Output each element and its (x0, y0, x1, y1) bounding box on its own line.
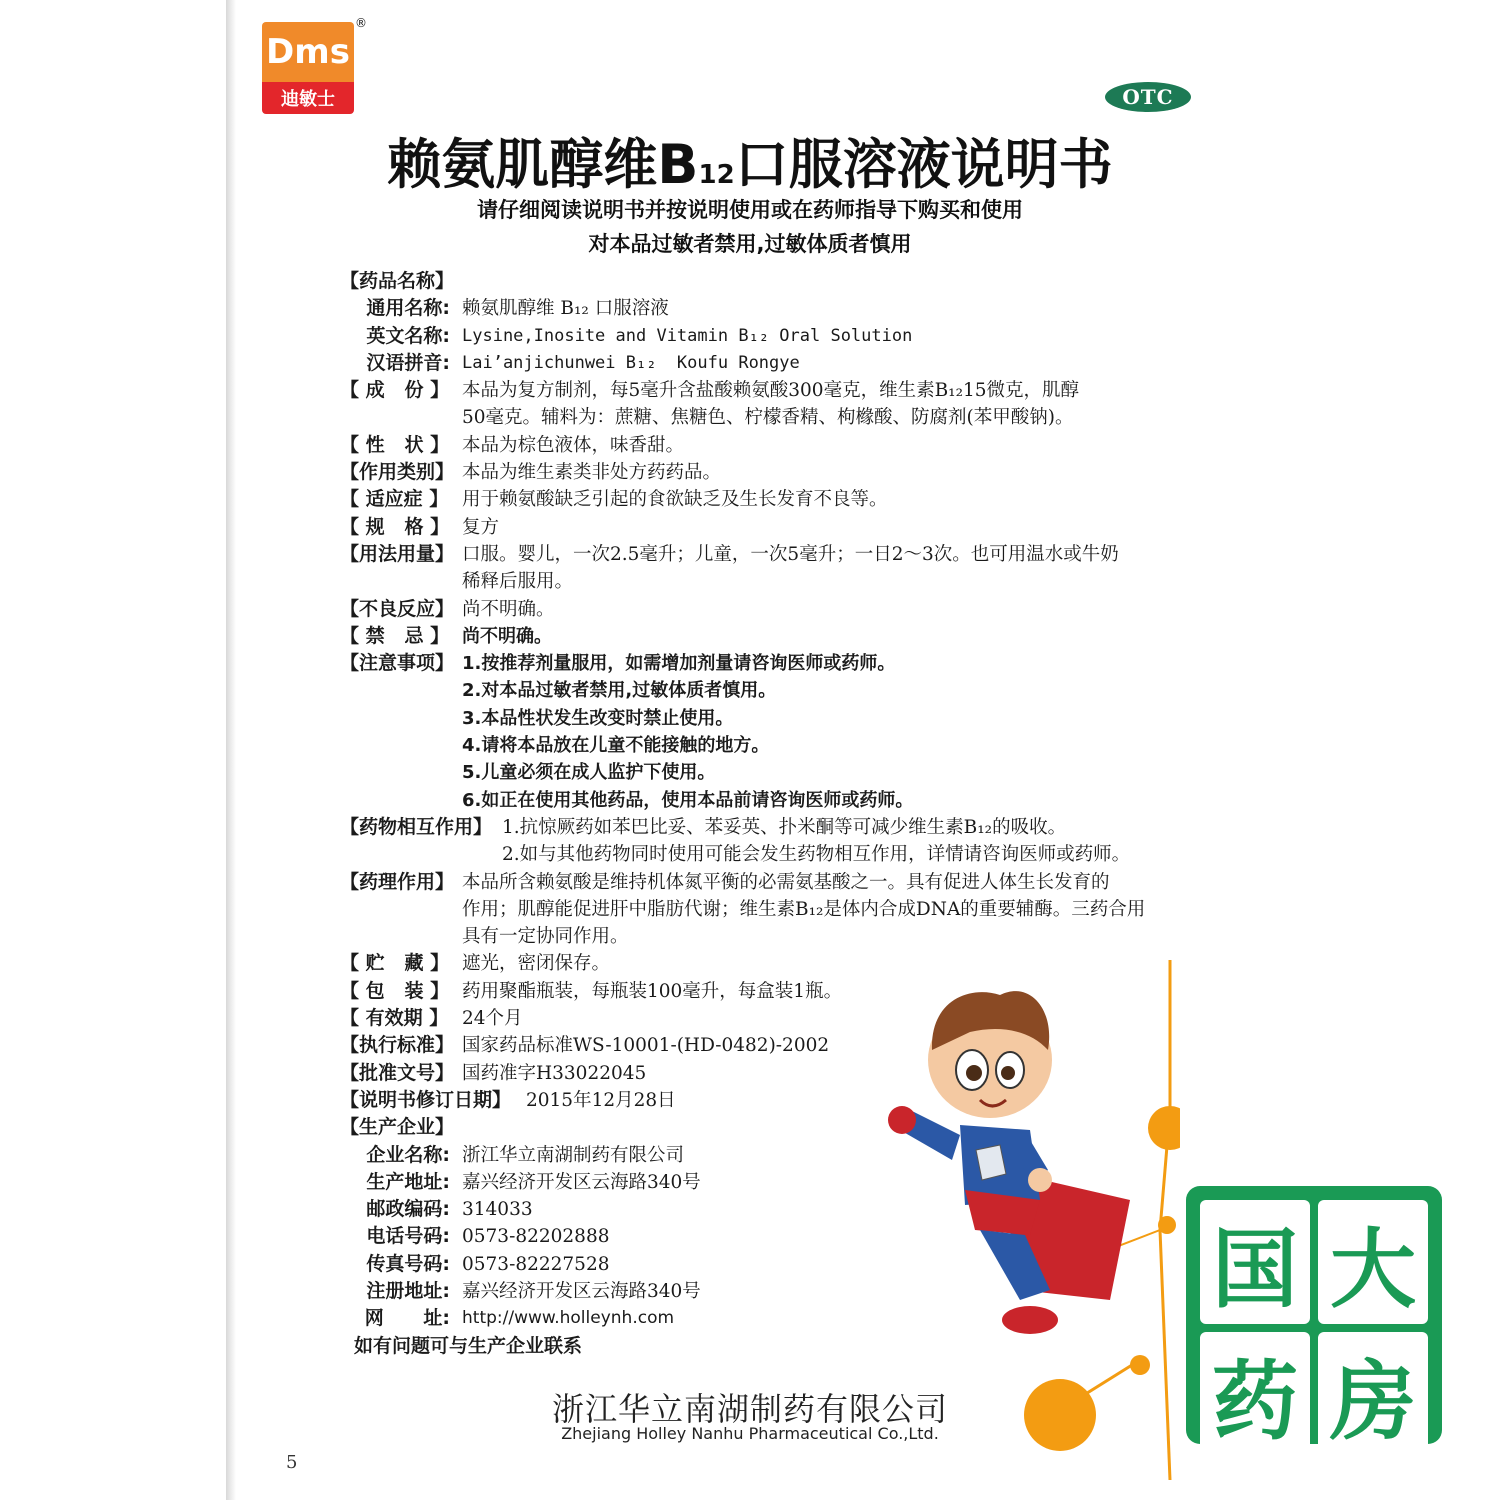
logo-cn-name: 迪敏士 (262, 82, 354, 114)
name-header: 【药品名称】 (340, 270, 455, 292)
phone-label: 电话号码: (366, 1225, 450, 1248)
page-edge-shadow (226, 0, 236, 1500)
precaution-item: 6.如正在使用其他药品，使用本品前请咨询医师或药师。 (462, 789, 914, 811)
approval-text: 国药准字H33022045 (462, 1062, 647, 1084)
pharmacology-line-3: 具有一定协同作用。 (462, 926, 629, 948)
notice-line-2: 对本品过敏者禁用,过敏体质者慎用 (588, 232, 912, 256)
fax-number: 0573-82227528 (462, 1253, 610, 1275)
otc-badge: OTC (1105, 82, 1191, 112)
address-label: 生产地址: (366, 1170, 450, 1193)
approval-label: 【批准文号】 (340, 1061, 455, 1084)
document-title (300, 122, 1200, 199)
properties-label: 【 性 状 】 (340, 433, 450, 456)
logo-mark: Dms (262, 22, 354, 82)
contraindications-text: 尚不明确。 (462, 625, 552, 647)
package-label: 【 包 装 】 (340, 979, 450, 1002)
website-label: 网 址: (364, 1307, 450, 1330)
contact-note: 如有问题可与生产企业联系 (354, 1334, 583, 1357)
category-label: 【作用类别】 (340, 461, 455, 484)
pharmacy-stamp (1186, 1186, 1442, 1452)
storage-label: 【 贮 藏 】 (340, 952, 450, 975)
composition-label: 【 成 份 】 (340, 379, 450, 402)
precaution-item: 1.按推荐剂量服用，如需增加剂量请咨询医师或药师。 (462, 653, 896, 675)
generic-label: 通用名称: (366, 297, 450, 320)
phone-number: 0573-82202888 (462, 1226, 610, 1248)
composition-line-1: 本品为复方制剂，每5毫升含盐酸赖氨酸300毫克，维生素B₁₂15微克，肌醇 (462, 380, 1080, 402)
interaction-item: 2.如与其他药物同时使用可能会发生药物相互作用，详情请咨询医师或药师。 (502, 844, 1131, 866)
spec-label: 【 规 格 】 (340, 515, 450, 538)
brand-logo (262, 22, 354, 114)
standard-text: 国家药品标准WS-10001-(HD-0482)-2002 (462, 1035, 830, 1057)
mascot-figure (888, 991, 1130, 1334)
english-name: Lysine,Inosite and Vitamin B₁₂ Oral Solution (462, 325, 913, 346)
notice-line-1: 请仔细阅读说明书并按说明使用或在药师指导下购买和使用 (477, 198, 1023, 222)
pharmacology-line-1: 本品所含赖氨酸是维持机体氮平衡的必需氨基酸之一。具有促进人体生长发育的 (462, 871, 1110, 893)
stamp-char: 大 (1318, 1200, 1428, 1324)
precaution-item: 5.儿童必须在成人监护下使用。 (462, 762, 716, 784)
interaction-item: 1.抗惊厥药如苯巴比妥、苯妥英、扑米酮等可减少维生素B₁₂的吸收。 (502, 816, 1067, 838)
production-address: 嘉兴经济开发区云海路340号 (462, 1171, 701, 1193)
company-label: 企业名称: (366, 1143, 450, 1166)
manufacturer-header: 【生产企业】 (340, 1116, 455, 1139)
expiry-text: 24个月 (462, 1008, 523, 1030)
storage-text: 遮光，密闭保存。 (462, 953, 611, 975)
fax-label: 传真号码: (366, 1252, 450, 1275)
adverse-label: 【不良反应】 (340, 597, 455, 620)
stamp-char: 国 (1200, 1200, 1310, 1324)
stamp-char: 房 (1318, 1332, 1428, 1456)
expiry-label: 【 有效期 】 (340, 1007, 449, 1030)
title-main: 赖氨肌醇维B (387, 133, 699, 196)
adverse-text: 尚不明确。 (462, 598, 555, 620)
usage-label: 【用法用量】 (340, 542, 455, 565)
revision-date: 2015年12月28日 (526, 1089, 676, 1111)
pinyin-name: Lai’anjichunwei B₁₂ Koufu Rongye (462, 352, 800, 373)
indications-label: 【 适应症 】 (340, 488, 449, 511)
company-name: 浙江华立南湖制药有限公司 (462, 1144, 685, 1166)
page-number: 5 (286, 1452, 298, 1473)
category-text: 本品为维生素类非处方药药品。 (462, 462, 722, 484)
precaution-item: 4.请将本品放在儿童不能接触的地方。 (462, 735, 770, 757)
english-label: 英文名称: (366, 324, 450, 347)
package-text: 药用聚酯瓶装，每瓶装100毫升，每盒装1瓶。 (462, 980, 843, 1002)
registered-address: 嘉兴经济开发区云海路340号 (462, 1280, 701, 1302)
pinyin-label: 汉语拼音: (366, 351, 450, 374)
zip-code: 314033 (462, 1199, 533, 1221)
registered-mark: ® (355, 16, 367, 30)
interactions-label: 【药物相互作用】 (340, 815, 493, 838)
standard-label: 【执行标准】 (340, 1034, 455, 1057)
contraindications-label: 【 禁 忌 】 (340, 624, 450, 647)
properties-text: 本品为棕色液体，味香甜。 (462, 434, 685, 456)
stamp-char: 药 (1200, 1332, 1310, 1456)
generic-name: 赖氨肌醇维 B₁₂ 口服溶液 (462, 298, 669, 320)
composition-line-2: 50毫克。辅料为：蔗糖、焦糖色、柠檬香精、枸橼酸、防腐剂(苯甲酸钠)。 (462, 407, 1074, 429)
registered-address-label: 注册地址: (366, 1279, 450, 1302)
zip-label: 邮政编码: (366, 1198, 450, 1221)
usage-line-1: 口服。婴儿，一次2.5毫升；儿童，一次5毫升；一日2～3次。也可用温水或牛奶 (462, 543, 1119, 565)
indications-text: 用于赖氨酸缺乏引起的食欲缺乏及生长发育不良等。 (462, 489, 888, 511)
title-subscript: 12 (698, 160, 735, 190)
title-rest: 口服溶液说明书 (734, 133, 1113, 196)
usage-line-2: 稀释后服用。 (462, 571, 574, 593)
pharmacology-line-2: 作用；肌醇能促进肝中脂肪代谢；维生素B₁₂是体内合成DNA的重要辅酶。三药合用 (462, 898, 1146, 920)
revision-label: 【说明书修订日期】 (340, 1088, 512, 1111)
website-link[interactable]: http://www.holleynh.com (462, 1308, 675, 1329)
footer-company-cn: 浙江华立南湖制药有限公司 (551, 1390, 948, 1428)
precautions-label: 【注意事项】 (340, 652, 455, 675)
spec-text: 复方 (462, 516, 500, 538)
pharmacology-label: 【药理作用】 (340, 870, 455, 893)
footer-company-en: Zhejiang Holley Nanhu Pharmaceutical Co.,Ltd. (561, 1424, 939, 1443)
precaution-item: 3.本品性状发生改变时禁止使用。 (462, 707, 734, 729)
precaution-item: 2.对本品过敏者禁用,过敏体质者慎用。 (462, 680, 777, 702)
